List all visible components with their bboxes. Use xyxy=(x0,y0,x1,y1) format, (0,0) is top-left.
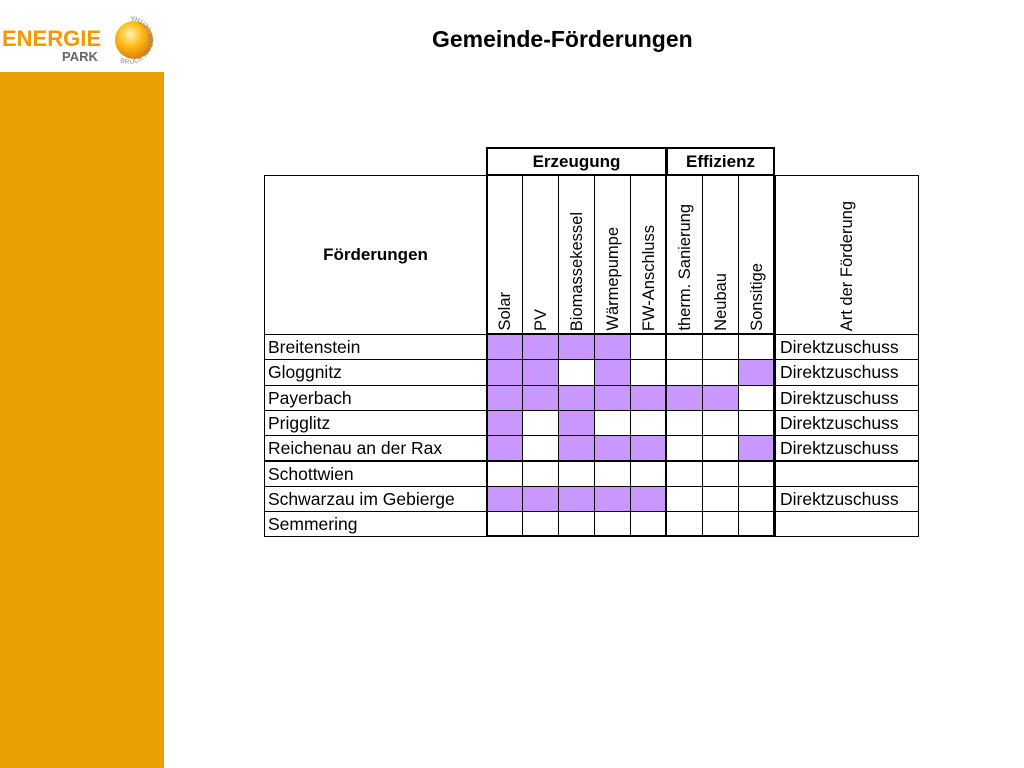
table-cell xyxy=(558,435,595,461)
table-cell xyxy=(630,359,667,385)
table-row-label: Breitenstein xyxy=(264,334,487,360)
table-cell xyxy=(594,410,631,436)
table-cell xyxy=(522,511,559,537)
table-cell xyxy=(702,334,739,360)
table-row-label: Payerbach xyxy=(264,385,487,411)
table-row-art xyxy=(775,461,919,487)
table-row-label: Prigglitz xyxy=(264,410,487,436)
table-cell xyxy=(738,359,775,385)
table-cell xyxy=(486,334,523,360)
column-header-label: PV xyxy=(531,308,550,331)
table-cell xyxy=(738,435,775,461)
table-cell xyxy=(630,410,667,436)
table-cell xyxy=(738,385,775,411)
table-cell xyxy=(738,410,775,436)
table-cell xyxy=(702,359,739,385)
table-cell xyxy=(486,385,523,411)
table-cell xyxy=(558,461,595,487)
table-cell xyxy=(630,511,667,537)
table-cell xyxy=(486,461,523,487)
table-cell xyxy=(594,385,631,411)
table-row-art: Direktzuschuss xyxy=(775,334,919,360)
table-cell xyxy=(702,511,739,537)
table-row-label: Gloggnitz xyxy=(264,359,487,385)
table-cell xyxy=(666,461,703,487)
table-cell xyxy=(558,410,595,436)
table-cell xyxy=(522,410,559,436)
table-cell xyxy=(594,511,631,537)
table-cell xyxy=(666,511,703,537)
table-row-art: Direktzuschuss xyxy=(775,486,919,512)
column-header-label: Solar xyxy=(495,292,514,331)
table-cell xyxy=(630,435,667,461)
logo-arc-text: BRUCK AN DER LEITHA xyxy=(119,13,156,66)
group-header-1: Effizienz xyxy=(666,147,775,176)
table-cell xyxy=(522,486,559,512)
logo-energie: ENERGIE xyxy=(2,26,102,51)
table-cell xyxy=(558,486,595,512)
table-cell xyxy=(522,359,559,385)
table-cell xyxy=(666,385,703,411)
table-cell xyxy=(522,461,559,487)
table-row-label: Reichenau an der Rax xyxy=(264,435,487,461)
table-cell xyxy=(666,410,703,436)
table-cell xyxy=(486,359,523,385)
table-cell xyxy=(558,511,595,537)
table-cell xyxy=(738,461,775,487)
table-cell xyxy=(738,486,775,512)
table-cell xyxy=(522,385,559,411)
column-header-label: FW-Anschluss xyxy=(639,224,658,331)
sidebar-band xyxy=(0,72,164,768)
column-header xyxy=(558,175,595,335)
table-cell xyxy=(486,511,523,537)
column-header xyxy=(738,175,775,335)
table-cell xyxy=(666,435,703,461)
table-row-art: Direktzuschuss xyxy=(775,385,919,411)
column-header-label: Sonsitige xyxy=(747,263,766,331)
table-cell xyxy=(522,334,559,360)
table-cell xyxy=(702,486,739,512)
table-cell xyxy=(630,385,667,411)
row-header: Förderungen xyxy=(264,175,487,335)
energiepark-logo xyxy=(0,8,170,72)
table-cell xyxy=(738,511,775,537)
table-cell xyxy=(630,486,667,512)
logo-park: PARK xyxy=(62,49,98,64)
table-cell xyxy=(594,486,631,512)
table-cell xyxy=(558,334,595,360)
table-row-art xyxy=(775,511,919,537)
table-cell xyxy=(594,461,631,487)
art-header-label: Art der Förderung xyxy=(837,200,856,331)
table-row-art: Direktzuschuss xyxy=(775,410,919,436)
table-cell xyxy=(738,334,775,360)
table-cell xyxy=(486,435,523,461)
table-cell xyxy=(594,435,631,461)
table-cell xyxy=(594,334,631,360)
column-header-label: Biomassekessel xyxy=(567,211,586,331)
table-cell xyxy=(594,359,631,385)
table-row-art: Direktzuschuss xyxy=(775,359,919,385)
column-header xyxy=(666,175,703,335)
table-row-art: Direktzuschuss xyxy=(775,435,919,461)
table-cell xyxy=(666,486,703,512)
column-header xyxy=(486,175,523,335)
table-cell xyxy=(702,410,739,436)
page-title: Gemeinde-Förderungen xyxy=(432,26,693,52)
column-header-label: Wärmepumpe xyxy=(603,227,622,331)
table-cell xyxy=(558,385,595,411)
table-cell xyxy=(666,334,703,360)
column-header xyxy=(702,175,739,335)
table-row-label: Semmering xyxy=(264,511,487,537)
table-cell xyxy=(558,359,595,385)
column-header xyxy=(522,175,559,335)
table-cell xyxy=(630,461,667,487)
group-header-0: Erzeugung xyxy=(486,147,667,176)
table-cell xyxy=(486,486,523,512)
table-cell xyxy=(666,359,703,385)
table-row-label: Schottwien xyxy=(264,461,487,487)
table-cell xyxy=(486,410,523,436)
column-header xyxy=(630,175,667,335)
column-header-label: therm. Sanierung xyxy=(675,204,694,331)
table-cell xyxy=(702,461,739,487)
table-cell xyxy=(522,435,559,461)
table-cell xyxy=(702,385,739,411)
column-header-label: Neubau xyxy=(711,273,730,331)
table-cell xyxy=(702,435,739,461)
table-row-label: Schwarzau im Gebierge xyxy=(264,486,487,512)
column-header xyxy=(594,175,631,335)
art-header xyxy=(775,175,919,335)
table-cell xyxy=(630,334,667,360)
